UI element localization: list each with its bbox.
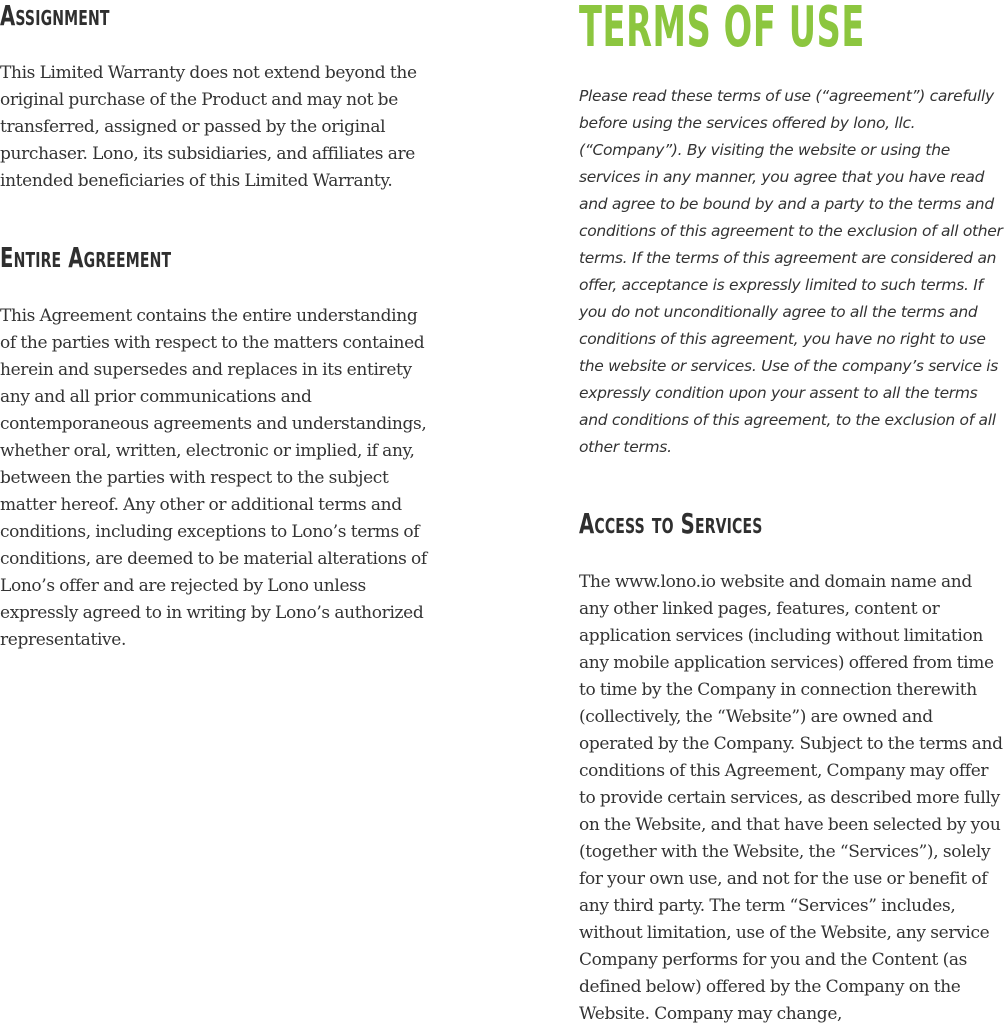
terms-intro: Please read these terms of use (“agreement”) carefully before using the services offered by lono, llc. (“Company”). By visiting the website or using the services in any manner, you agree that you have read and agree to be bound by and a party to the terms and conditions of this agreement to the exclusion of all other terms. If the terms of this agreement are considered an offer, acceptance is expressly limited to such terms. If you do not unconditionally agree to all the terms and conditions of this agreement, you have no right to use the website or services. Use of the company’s service is expressly condition upon your assent to all the terms and conditions of this agreement, to the exclusion of all other terms. [579, 87, 1003, 456]
access-to-services-body: The www.lono.io website and domain name and any other linked pages, features, content or application services (including without limitation any mobile application services) offered from time to time by the Company in connection therewith (collectively, the “Website”) are owned and operated by the Company. Subject to the terms and conditions of this Agreement, Company may offer to provide certain services, as described more fully on the Website, and that have been selected by you (together with the Website, the “Services”), solely for your own use, and not for the use or benefit of any third party. The term “Services” includes, without limitation, use of the Website, any service Company performs for you and the Content (as defined below) offered by the Company on the Website. Company may change, [579, 572, 1003, 1024]
entire-agreement-heading: Entire Agreement [0, 241, 172, 274]
access-to-services-heading: Access to Services [579, 507, 763, 540]
page-title: TERMS OF USE [579, 0, 865, 60]
assignment-body: This Limited Warranty does not extend beyond the original purchase of the Product and may not be transferred, assigned or passed by the original purchaser. Lono, its subsidiaries, and affiliates are intended beneficiaries of this Limited Warranty. [0, 63, 417, 191]
entire-agreement-body: This Agreement contains the entire understanding of the parties with respect to the matters contained herein and supersedes and replaces in its entirety any and all prior communications and contemporaneous agreements and understandings, whether oral, written, electronic or implied, if any, between the parties with respect to the subject matter hereof. Any other or additional terms and conditions, including exceptions to Lono’s terms of conditions, are deemed to be material alterations of Lono’s offer and are rejected by Lono unless expressly agreed to in writing by Lono’s authorized representative. [0, 306, 427, 650]
assignment-heading: Assignment [0, 0, 110, 32]
